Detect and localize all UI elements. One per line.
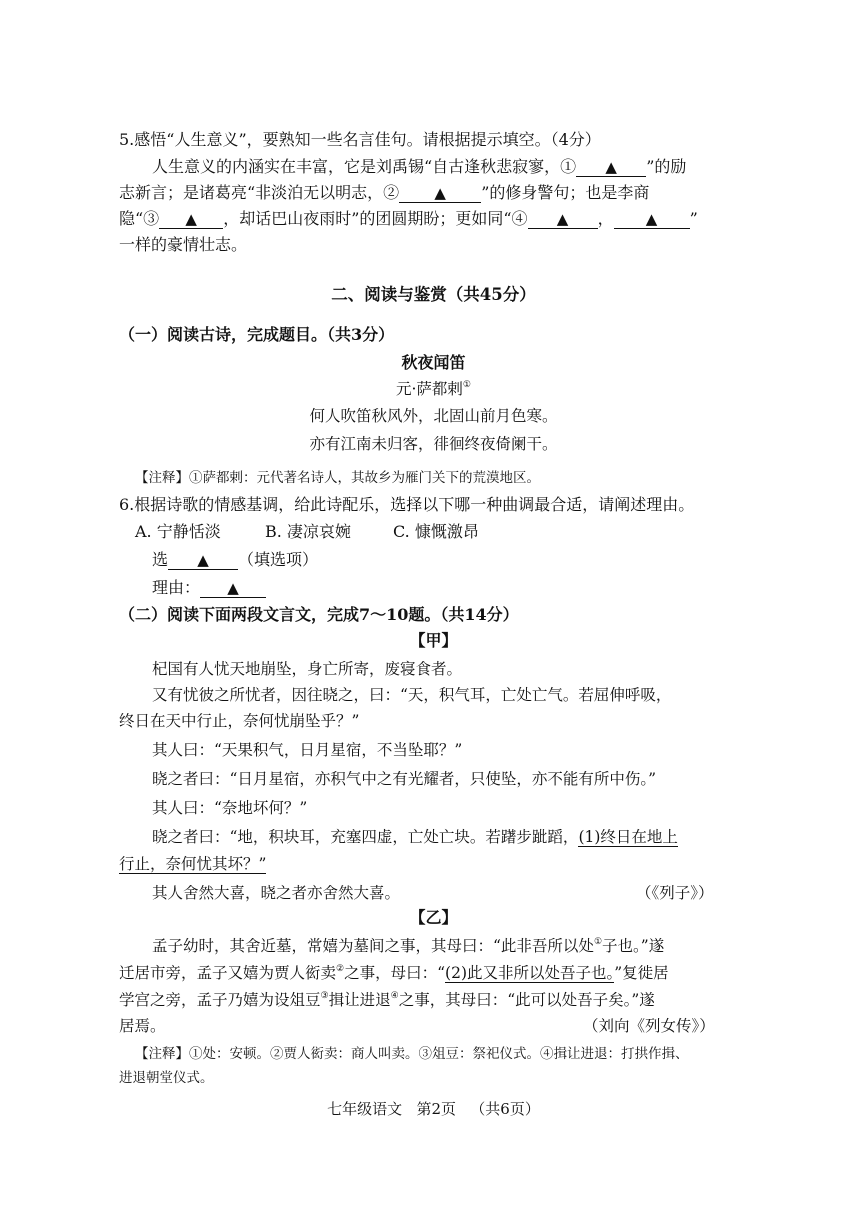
jia-line-8 bbox=[119, 853, 266, 875]
q6-choice-blank[interactable]: ▲ bbox=[168, 551, 238, 570]
jia-line-5: 晓之者曰：“日月星宿，亦积气中之有光耀者，只使坠，亦不能有所中伤。” bbox=[152, 770, 657, 788]
q5-line-4: 一样的豪情壮志。 bbox=[119, 235, 248, 254]
jia-line-3: 终日在天中行止，奈何忧崩坠乎？” bbox=[119, 712, 360, 730]
jia-line-9: 其人舍然大喜，晓之者亦舍然大喜。 bbox=[152, 884, 401, 902]
q5-line-2: 志新言；是诸葛亮“非淡泊无以明志，② ▲ ”的修身警句；也是李商 bbox=[119, 183, 650, 202]
part2-heading: （二）阅读下面两段文言文，完成7～10题。（共14分） bbox=[119, 605, 519, 624]
q6-stem: 6.根据诗歌的情感基调，给此诗配乐，选择以下哪一种曲调最合适，请阐述理由。 bbox=[119, 495, 695, 514]
poem-note: 【注释】①萨都剌：元代著名诗人，其故乡为雁门关下的荒漠地区。 bbox=[135, 470, 540, 486]
q5-stem: 5.感悟“人生意义”，要熟知一些名言佳句。请根据提示填空。（4分） bbox=[119, 130, 601, 149]
q6-option-b: B. 凄凉哀婉 bbox=[265, 522, 351, 541]
underlined-sentence-2: (2)此又非所以处吾子也。 bbox=[445, 964, 615, 982]
jia-line-4: 其人曰：“天果积气，日月星宿，不当坠耶？” bbox=[152, 741, 463, 759]
poem-author: 元·萨都剌① bbox=[395, 380, 471, 398]
jia-line-6: 其人曰：“奈地坏何？” bbox=[152, 799, 308, 817]
jia-source: （《列子》） bbox=[636, 884, 714, 902]
blank-4b[interactable]: ▲ bbox=[614, 210, 690, 229]
yi-line-1: 孟子幼时，其舍近墓，常嬉为墓间之事，其母曰：“此非吾所以处①子也。”遂 bbox=[152, 937, 665, 955]
q6-reason-blank[interactable]: ▲ bbox=[200, 579, 266, 598]
text-yi-label: 【乙】 bbox=[409, 908, 458, 927]
blank-2[interactable]: ▲ bbox=[399, 184, 481, 203]
jia-line-7: 晓之者曰：“地，积块耳，充塞四虚，亡处亡块。若躇步跐蹈，(1)终日在地上 bbox=[152, 828, 678, 846]
jia-line-2: 又有忧彼之所忧者，因往晓之，曰：“天，积气耳，亡处亡气。若屈伸呼吸， bbox=[152, 686, 672, 704]
q6-choose: 选 ▲ （填选项） bbox=[152, 550, 319, 569]
yi-line-4: 居焉。 bbox=[119, 1017, 166, 1035]
q6-reason: 理由： ▲ bbox=[152, 577, 266, 599]
q6-option-c: C. 慷慨激昂 bbox=[393, 522, 479, 541]
underlined-sentence-1a: (1)终日在地上 bbox=[578, 828, 678, 846]
poem-line-1: 何人吹笛秋风外，北固山前月色寒。 bbox=[309, 407, 558, 425]
q5-line-3: 隐“③ ▲ ，却话巴山夜雨时”的团圆期盼；更如同“④ ▲ ， ▲ ” bbox=[119, 209, 698, 228]
poem-line-2: 亦有江南未归客，徘徊终夜倚阑干。 bbox=[309, 435, 558, 453]
jia-line-1: 杞国有人忧天地崩坠，身亡所寄，废寝食者。 bbox=[152, 660, 463, 678]
part1-heading: （一）阅读古诗，完成题目。（共3分） bbox=[119, 325, 395, 344]
yi-source: （刘向《列女传》） bbox=[583, 1017, 715, 1035]
page-footer: 七年级语文 第2页 （共6页） bbox=[327, 1100, 540, 1118]
section-title: 二、阅读与鉴赏（共45分） bbox=[331, 285, 536, 304]
yi-note-1: 【注释】①处：安顿。②贾人衒卖：商人叫卖。③俎豆：祭祀仪式。④揖让进退：打拱作揖、 bbox=[135, 1046, 689, 1062]
poem-title: 秋夜闻笛 bbox=[401, 353, 466, 372]
text-jia-label: 【甲】 bbox=[409, 631, 458, 650]
yi-line-3: 学宫之旁，孟子乃嬉为设俎豆③揖让进退④之事，其母曰：“此可以处吾子矣。”遂 bbox=[119, 991, 655, 1009]
underlined-sentence-1b: 行止，奈何忧其坏？” bbox=[119, 855, 267, 873]
q5-line-1: 人生意义的内涵实在丰富，它是刘禹锡“自古逢秋悲寂寥，① ▲ ”的励 bbox=[152, 157, 687, 176]
q6-option-a: A. 宁静恬淡 bbox=[135, 522, 221, 541]
blank-3[interactable]: ▲ bbox=[159, 210, 223, 229]
yi-note-2: 进退朝堂仪式。 bbox=[119, 1070, 214, 1086]
yi-line-2: 迁居市旁，孟子又嬉为贾人衒卖②之事，母曰：“(2)此又非所以处吾子也。”复徙居 bbox=[119, 964, 669, 982]
blank-1[interactable]: ▲ bbox=[576, 158, 646, 177]
blank-4a[interactable]: ▲ bbox=[528, 210, 598, 229]
